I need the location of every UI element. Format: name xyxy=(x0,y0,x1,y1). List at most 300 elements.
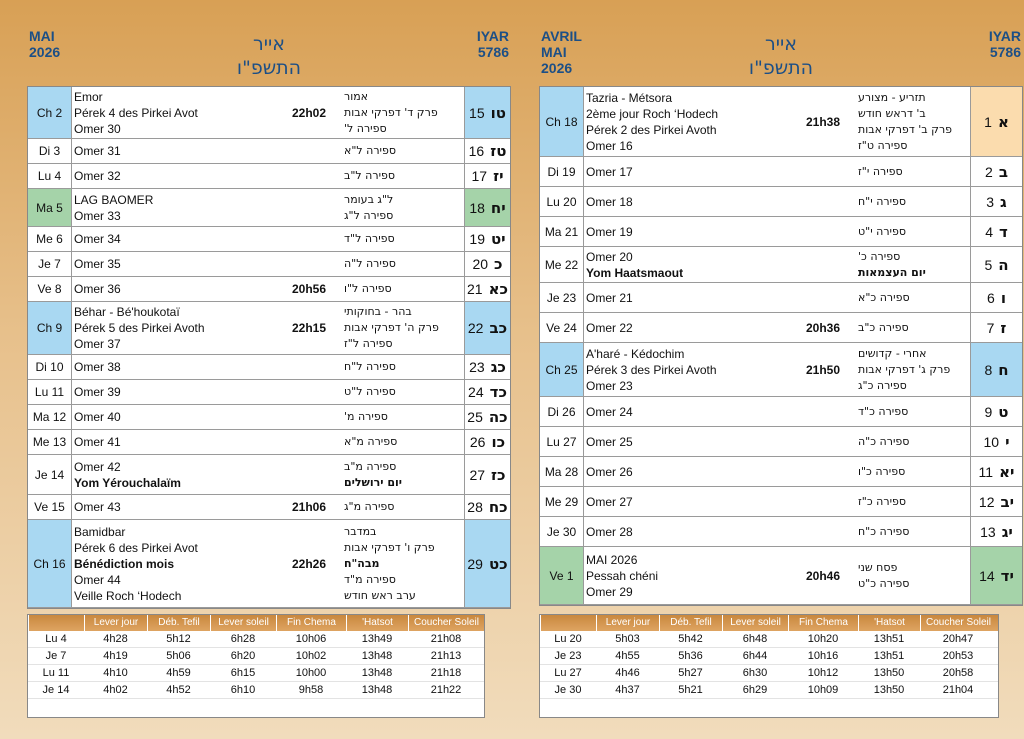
hebrew-date-cell xyxy=(464,405,510,429)
hebrew-date-cell xyxy=(464,380,510,404)
event-line: Pérek 2 des Pirkei Avoth xyxy=(586,122,717,137)
event-line: Omer 44 xyxy=(74,572,121,587)
zmanim-column-header xyxy=(540,615,596,631)
french-events xyxy=(584,187,788,216)
candle-time xyxy=(274,164,344,188)
french-events xyxy=(584,487,788,516)
candle-time xyxy=(788,427,858,456)
event-line: פסח שני xyxy=(858,560,898,574)
hebrew-date-cell xyxy=(970,427,1022,456)
candle-time xyxy=(788,217,858,246)
event-line: ספירה כ"ו xyxy=(858,464,906,478)
hebrew-date-number: 20 xyxy=(472,256,489,272)
candle-time xyxy=(274,227,344,251)
event-line: Omer 18 xyxy=(586,194,633,209)
hebrew-date-cell xyxy=(464,139,510,163)
hebrew-events xyxy=(344,430,464,454)
day-row xyxy=(540,187,1022,217)
hebrew-events xyxy=(344,252,464,276)
candle-time xyxy=(274,405,344,429)
zmanim-cell: 6h48 xyxy=(742,633,768,645)
event-line: Omer 32 xyxy=(74,169,121,183)
hebrew-date-letter: כד xyxy=(489,383,507,401)
french-events xyxy=(584,87,788,156)
weekday-cell: Ch 2 xyxy=(28,87,72,138)
hebrew-events xyxy=(858,397,970,426)
zmanim-cell: 21h08 xyxy=(430,633,462,645)
event-line: Omer 39 xyxy=(74,385,121,399)
hebrew-date-letter: ה xyxy=(998,255,1009,274)
french-events xyxy=(584,247,788,282)
hebrew-date-number: 22 xyxy=(467,320,484,336)
hebrew-date-letter: ד xyxy=(998,222,1008,241)
event-line: ספירה ל"ז xyxy=(344,337,393,350)
candle-time xyxy=(788,187,858,216)
hebrew-date-letter: כא xyxy=(488,280,508,298)
zmanim-cell: 13h51 xyxy=(873,633,905,645)
hebrew-date-letter: כט xyxy=(488,554,508,573)
event-line: ספירה ל"ח xyxy=(344,360,396,373)
event-line: ספירה מ"א xyxy=(344,435,398,448)
event-line: Yom Yérouchalaïm xyxy=(74,475,181,490)
zmanim-row xyxy=(28,631,484,648)
candle-time xyxy=(788,397,858,426)
event-line: Omer 26 xyxy=(586,464,633,479)
zmanim-header xyxy=(540,615,998,631)
day-row xyxy=(28,227,510,252)
zmanim-column-header: Déb. Tefil xyxy=(147,615,210,631)
zmanim-cell: 6h29 xyxy=(742,684,768,696)
day-row xyxy=(540,343,1022,397)
event-line: אמור xyxy=(344,89,369,103)
event-line: Omer 37 xyxy=(74,337,121,351)
zmanim-cell: 10h02 xyxy=(295,650,327,662)
event-line: ערב ראש חודש xyxy=(344,588,416,602)
hebrew-date-cell xyxy=(970,457,1022,486)
event-line: Omer 43 xyxy=(74,500,121,514)
zmanim-cell: Lu 20 xyxy=(554,633,582,645)
hebrew-events xyxy=(344,405,464,429)
zmanim-cell: 21h22 xyxy=(430,684,462,696)
zmanim-row xyxy=(28,665,484,682)
hebrew-date-letter: יד xyxy=(1000,566,1014,585)
event-line: Omer 25 xyxy=(586,434,633,449)
candle-time xyxy=(788,283,858,312)
hebrew-date-cell xyxy=(464,164,510,188)
day-row xyxy=(28,189,510,227)
hebrew-date-cell xyxy=(970,517,1022,546)
event-line: Omer 34 xyxy=(74,232,121,246)
french-events xyxy=(72,302,274,354)
zmanim-row xyxy=(540,665,998,682)
event-line: Béhar - Bé'houkotaï xyxy=(74,305,180,319)
hebrew-date-cell xyxy=(970,487,1022,516)
zmanim-header xyxy=(28,615,484,631)
event-line: Emor xyxy=(74,89,103,104)
hebrew-date-number: 5 xyxy=(984,256,993,273)
hebrew-date-cell xyxy=(970,217,1022,246)
event-line: Bamidbar xyxy=(74,524,126,539)
hebrew-date-number: 27 xyxy=(469,466,486,483)
zmanim-column-header: Lever jour xyxy=(596,615,659,631)
zmanim-cell: 21h04 xyxy=(942,684,974,696)
hebrew-date-letter: ח xyxy=(998,360,1009,379)
weekday-cell: Ma 28 xyxy=(540,457,584,486)
french-events xyxy=(72,380,274,404)
hebrew-events xyxy=(344,455,464,494)
weekday-cell: Ma 12 xyxy=(28,405,72,429)
hebrew-date-number: 29 xyxy=(467,555,483,572)
weekday-cell: Ch 25 xyxy=(540,343,584,396)
hebrew-date-letter: יב xyxy=(1000,492,1015,511)
day-row xyxy=(540,397,1022,427)
day-row xyxy=(540,427,1022,457)
event-line: Omer 36 xyxy=(74,282,121,296)
hebrew-date-letter: יג xyxy=(1001,522,1013,541)
day-row xyxy=(28,302,510,355)
zmanim-cell: 5h21 xyxy=(678,684,703,696)
hebrew-date-number: 25 xyxy=(467,409,483,425)
event-line: ספירה ל"ג xyxy=(344,208,394,222)
event-line: ב' דראש חודש xyxy=(858,106,926,120)
hebrew-date-cell xyxy=(464,277,510,301)
day-row xyxy=(28,355,510,380)
hebrew-date-number: 17 xyxy=(471,168,488,184)
zmanim-cell: 10h20 xyxy=(807,633,839,645)
candle-time xyxy=(274,189,344,226)
day-row xyxy=(28,405,510,430)
zmanim-cell: 6h28 xyxy=(230,633,256,645)
event-line: Tazria - Métsora xyxy=(586,90,673,105)
weekday-cell: Ma 5 xyxy=(28,189,72,226)
hebrew-date-cell xyxy=(970,87,1022,156)
event-line: A'haré - Kédochim xyxy=(586,346,685,361)
hebrew-date-number: 14 xyxy=(979,567,995,584)
weekday-cell: Di 10 xyxy=(28,355,72,379)
event-line: MAI 2026 xyxy=(586,552,638,567)
zmanim-cell: 4h19 xyxy=(103,650,128,662)
french-events xyxy=(584,343,788,396)
zmanim-cell: 10h06 xyxy=(295,633,327,645)
zmanim-cell: Lu 11 xyxy=(42,667,70,679)
french-events xyxy=(584,457,788,486)
french-events xyxy=(584,517,788,546)
zmanim-cell: 4h37 xyxy=(615,684,640,696)
zmanim-column-header: 'Hatsot xyxy=(858,615,920,631)
candle-time xyxy=(274,380,344,404)
hebrew-date-cell xyxy=(464,455,510,494)
event-line: בהר - בחוקותי xyxy=(344,305,412,318)
day-row xyxy=(540,547,1022,605)
weekday-cell: Ch 9 xyxy=(28,302,72,354)
hebrew-events xyxy=(858,217,970,246)
day-row xyxy=(540,313,1022,343)
hebrew-date-number: 23 xyxy=(469,359,485,375)
event-line: Omer 42 xyxy=(74,459,121,474)
event-line: Omer 22 xyxy=(586,320,633,335)
day-row xyxy=(540,457,1022,487)
zmanim-cell: 13h48 xyxy=(361,667,393,679)
french-events xyxy=(72,495,274,519)
hebrew-events xyxy=(344,520,464,607)
day-row xyxy=(540,157,1022,187)
candle-time: 20h36 xyxy=(805,320,841,335)
event-line: ספירה מ"ב xyxy=(344,459,397,473)
zmanim-cell: Je 7 xyxy=(45,650,67,662)
hebrew-events xyxy=(858,187,970,216)
candle-time: 22h26 xyxy=(291,556,327,571)
hebrew-date-number: 24 xyxy=(468,384,484,400)
event-line: ספירה כ"ט xyxy=(858,576,910,590)
weekday-cell: Ve 8 xyxy=(28,277,72,301)
french-events xyxy=(584,427,788,456)
candle-time: 21h38 xyxy=(805,114,841,129)
day-row xyxy=(540,217,1022,247)
hebrew-events xyxy=(344,227,464,251)
hebrew-date-letter: טו xyxy=(490,103,506,122)
day-row xyxy=(540,517,1022,547)
zmanim-column-header: Fin Chema xyxy=(276,615,346,631)
day-row xyxy=(28,277,510,302)
hebrew-events xyxy=(858,457,970,486)
french-events xyxy=(584,313,788,342)
candle-time: 20h56 xyxy=(291,282,327,296)
weekday-cell: Di 19 xyxy=(540,157,584,186)
french-events xyxy=(584,157,788,186)
zmanim-cell: 4h52 xyxy=(166,684,191,696)
zmanim-cell: 9h58 xyxy=(298,684,324,696)
hebrew-date-letter: כה xyxy=(488,408,508,426)
zmanim-cell: 4h10 xyxy=(103,667,128,679)
hebrew-date-number: 16 xyxy=(468,143,485,159)
zmanim-cell: 6h44 xyxy=(742,650,768,662)
event-line: פרק ד' דפרקי אבות xyxy=(344,105,438,119)
zmanim-cell: 4h28 xyxy=(103,633,128,645)
gregorian-month: AVRIL MAI 2026 xyxy=(541,28,582,76)
zmanim-cell: 20h53 xyxy=(942,650,974,662)
candle-time: 21h06 xyxy=(291,500,327,514)
event-line: Veille Roch ‘Hodech xyxy=(74,588,182,603)
event-line: Omer 28 xyxy=(586,524,633,539)
event-line: LAG BAOMER xyxy=(74,192,154,207)
hebrew-events xyxy=(858,87,970,156)
day-row xyxy=(28,87,510,139)
hebrew-date-number: 1 xyxy=(984,113,992,130)
hebrew-events xyxy=(344,164,464,188)
hebrew-date-letter: כו xyxy=(491,433,506,451)
page-header xyxy=(27,0,511,86)
hebrew-year: התשפ"ו xyxy=(236,57,302,79)
hebrew-date-letter: י xyxy=(1005,432,1010,451)
hebrew-date-number: 26 xyxy=(469,434,486,450)
candle-time xyxy=(788,517,858,546)
hebrew-year: התשפ"ו xyxy=(748,57,814,79)
zmanim-cell: Je 14 xyxy=(42,684,70,696)
hebrew-date-letter: ט xyxy=(998,402,1009,421)
hebrew-events xyxy=(344,495,464,519)
zmanim-column-header: Coucher Soleil xyxy=(920,615,996,631)
french-events xyxy=(72,139,274,163)
event-line: אחרי - קדושים xyxy=(858,346,927,360)
zmanim-cell: 4h55 xyxy=(615,650,640,662)
event-line: פרק ב' דפרקי אבות xyxy=(858,122,953,136)
zmanim-cell: 6h30 xyxy=(742,667,768,679)
zmanim-cell: 4h59 xyxy=(166,667,191,679)
hebrew-date-number: 15 xyxy=(469,104,485,121)
hebrew-events xyxy=(858,427,970,456)
hebrew-date-cell xyxy=(970,397,1022,426)
candle-time xyxy=(788,487,858,516)
weekday-cell: Ch 16 xyxy=(28,520,72,607)
event-line: פרק ה' דפרקי אבות xyxy=(344,321,439,334)
event-line: ספירה כ"א xyxy=(858,290,910,304)
hebrew-date-cell xyxy=(464,355,510,379)
candle-time xyxy=(274,139,344,163)
weekday-cell: Ve 1 xyxy=(540,547,584,604)
hebrew-date-number: 19 xyxy=(469,231,485,247)
event-line: Omer 41 xyxy=(74,435,121,449)
event-line: תזריע - מצורע xyxy=(858,90,926,104)
hebrew-date-cell xyxy=(970,343,1022,396)
zmanim-cell: 10h16 xyxy=(807,650,839,662)
page-header xyxy=(539,0,1023,86)
french-events xyxy=(72,252,274,276)
hebrew-date-cell xyxy=(970,547,1022,604)
hebrew-date-cell xyxy=(464,252,510,276)
hebrew-date-cell xyxy=(464,189,510,226)
weekday-cell: Lu 4 xyxy=(28,164,72,188)
day-row xyxy=(540,283,1022,313)
hebrew-date-letter: כ xyxy=(494,255,503,273)
event-line: ספירה ל"ב xyxy=(344,169,396,182)
french-events xyxy=(72,189,274,226)
weekday-cell: Ma 21 xyxy=(540,217,584,246)
french-events xyxy=(584,397,788,426)
french-events xyxy=(72,164,274,188)
hebrew-date-letter: א xyxy=(997,112,1009,131)
hebrew-events xyxy=(858,247,970,282)
hebrew-events xyxy=(344,87,464,138)
zmanim-row xyxy=(540,631,998,648)
day-grid xyxy=(539,86,1023,606)
hebrew-date-number: 2 xyxy=(985,163,993,180)
zmanim-column-header xyxy=(28,615,84,631)
french-events xyxy=(584,547,788,604)
zmanim-cell: 10h09 xyxy=(807,684,839,696)
hebrew-date-cell xyxy=(464,520,510,607)
gregorian-month: MAI 2026 xyxy=(29,28,61,60)
hebrew-date-cell xyxy=(970,247,1022,282)
french-events xyxy=(72,227,274,251)
event-line: ספירה כ"ב xyxy=(858,320,909,334)
weekday-cell: Lu 27 xyxy=(540,427,584,456)
hebrew-date-letter: כג xyxy=(490,358,506,376)
hebrew-date-cell xyxy=(464,87,510,138)
event-line: ספירה כ"ג xyxy=(858,378,907,392)
weekday-cell: Je 14 xyxy=(28,455,72,494)
event-line: Omer 38 xyxy=(74,360,121,374)
event-line: Omer 19 xyxy=(586,224,633,239)
hebrew-date-number: 7 xyxy=(986,319,995,336)
event-line: Omer 33 xyxy=(74,208,121,223)
zmanim-cell: Je 30 xyxy=(554,684,582,696)
event-line: ספירה ל"ה xyxy=(344,257,396,270)
hebrew-date-cell xyxy=(464,430,510,454)
zmanim-row xyxy=(28,648,484,665)
hebrew-events xyxy=(344,277,464,301)
candle-time: 22h15 xyxy=(291,321,327,335)
weekday-cell: Je 30 xyxy=(540,517,584,546)
candle-time: 21h50 xyxy=(805,362,841,377)
event-line: ספירה ט"ז xyxy=(858,138,908,152)
french-events xyxy=(584,283,788,312)
hebrew-date-number: 13 xyxy=(980,523,996,540)
zmanim-cell: 4h46 xyxy=(615,667,640,679)
day-row xyxy=(28,495,510,520)
hebrew-date-number: 11 xyxy=(978,463,994,480)
zmanim-cell: Je 23 xyxy=(554,650,582,662)
candle-time xyxy=(274,252,344,276)
hebrew-events xyxy=(344,380,464,404)
hebrew-events xyxy=(344,189,464,226)
hebrew-date-cell xyxy=(464,227,510,251)
event-line: ספירה כ"ה xyxy=(858,434,910,448)
event-line: מבה"ח xyxy=(344,556,380,570)
weekday-cell: Me 13 xyxy=(28,430,72,454)
hebrew-events xyxy=(858,517,970,546)
hebrew-date-letter: כז xyxy=(491,465,506,484)
candle-time xyxy=(788,157,858,186)
hebrew-date-letter: ז xyxy=(1000,318,1007,337)
weekday-cell: Ve 15 xyxy=(28,495,72,519)
weekday-cell: Di 26 xyxy=(540,397,584,426)
hebrew-date-cell xyxy=(464,302,510,354)
event-line: Omer 27 xyxy=(586,494,633,509)
day-grid xyxy=(27,86,511,609)
event-line: פרק ו' דפרקי אבות xyxy=(344,540,435,554)
hebrew-date-letter: כח xyxy=(488,498,508,516)
weekday-cell: Lu 11 xyxy=(28,380,72,404)
event-line: ספירה ל"ו xyxy=(344,282,392,295)
day-row xyxy=(540,87,1022,157)
event-line: Omer 20 xyxy=(586,249,633,264)
zmanim-cell: 21h13 xyxy=(430,650,462,662)
hebrew-month: אייר xyxy=(253,33,285,55)
zmanim-cell: 6h20 xyxy=(230,650,256,662)
event-line: ספירה כ"ז xyxy=(858,494,907,508)
zmanim-cell: 13h48 xyxy=(361,684,393,696)
weekday-cell: Lu 20 xyxy=(540,187,584,216)
event-line: יום ירושלים xyxy=(344,475,403,489)
event-line: פרק ג' דפרקי אבות xyxy=(858,362,951,376)
weekday-cell: Je 23 xyxy=(540,283,584,312)
french-events xyxy=(72,277,274,301)
hebrew-events xyxy=(858,157,970,186)
hebrew-date-letter: יז xyxy=(493,167,504,185)
event-line: ספירה מ"ג xyxy=(344,500,395,513)
event-line: Pérek 4 des Pirkei Avot xyxy=(74,105,198,120)
event-line: ספירה כ"ד xyxy=(858,404,909,418)
event-line: Omer 30 xyxy=(74,121,121,136)
candle-time xyxy=(274,430,344,454)
event-line: יום העצמאות xyxy=(858,265,926,279)
hebrew-events xyxy=(344,302,464,354)
zmanim-cell: Lu 27 xyxy=(554,667,582,679)
zmanim-cell: 13h50 xyxy=(873,684,905,696)
zmanim-cell: 5h36 xyxy=(678,650,703,662)
hebrew-date-letter: ב xyxy=(998,162,1008,181)
day-row xyxy=(28,430,510,455)
